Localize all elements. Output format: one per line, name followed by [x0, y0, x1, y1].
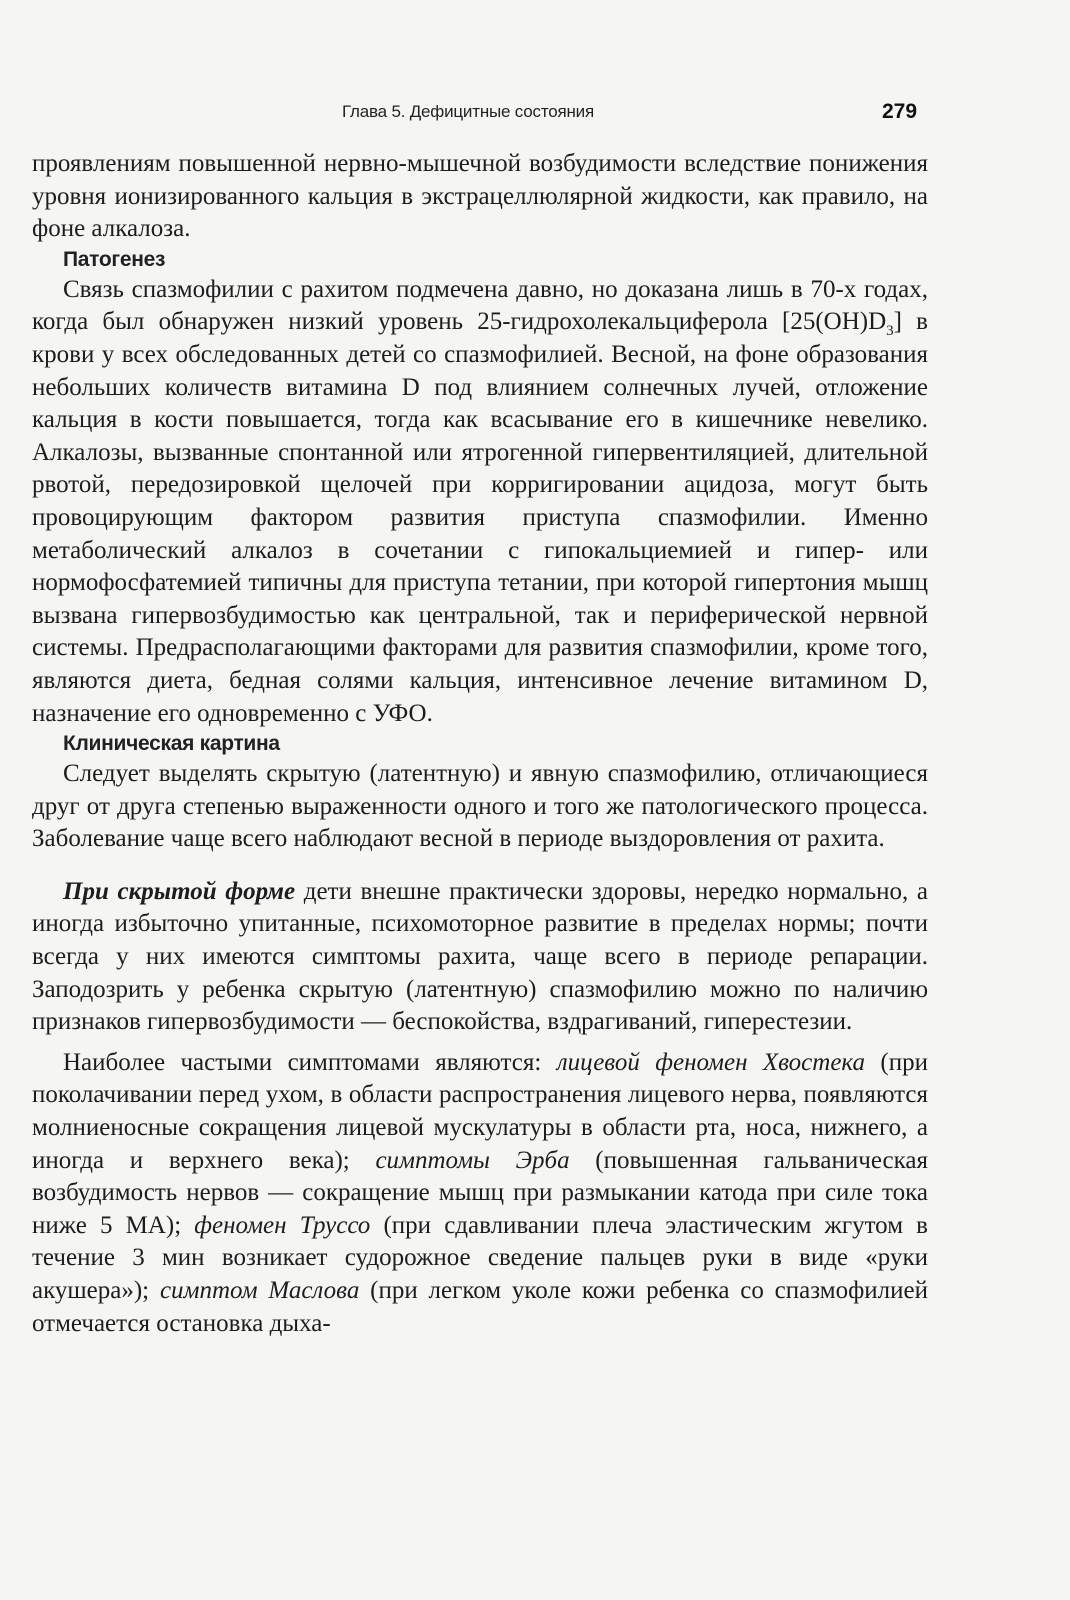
clinical-paragraph-1: Следует выделять скрытую (латентную) и явную спазмофилию, отличающиеся друг от друга степенью выраженности одного и того же патологического процесса. Заболевание чаще всего наблюдают весной в периоде выздоровления от рахита.	[32, 760, 928, 853]
latent-form-term: При скрытой форме	[63, 877, 296, 905]
maslov-term: симптом Маслова	[159, 1277, 360, 1304]
heading-clinical-picture: Клиническая картина	[63, 732, 280, 756]
clinical-paragraph-2	[32, 876, 928, 1039]
chvostek-term: лицевой феномен Хвостека	[556, 1048, 865, 1076]
clinical-paragraph-3	[32, 1047, 928, 1340]
pathogenesis-paragraph	[32, 274, 928, 730]
pathogenesis-text-a: Связь спазмофилии с рахитом подмечена давно, но доказана лишь в 70-х годах, когда был обнаружен низкий уровень 25-гидрохолекальциферола [25(OH)D	[32, 275, 928, 336]
trousseau-description: (при сдавливании плеча эластическим жгутом в течение 3 мин возникает судорожное сведение пальцев руки в виде «руки акушера»);	[32, 1211, 928, 1304]
heading-pathogenesis: Патогенез	[63, 247, 166, 271]
erb-description: (повышенная гальваническая возбудимость нервов — сокращение мышц при размыкании катода при силе тока ниже 5 МА);	[32, 1146, 929, 1239]
erb-term: симптомы Эрба	[375, 1146, 570, 1174]
chapter-title: Глава 5. Дефицитные состояния	[342, 102, 594, 121]
maslov-description: (при легком уколе кожи ребенка со спазмофилией отмечается остановка дыха-	[32, 1277, 928, 1337]
clinical-paragraph-2-text: дети внешне практически здоровы, нередко нормально, а иногда избыточно упитанные, психомоторное развитие в пределах нормы; почти всегда у них имеются симптомы рахита, чаще всего в периоде репарации. Заподозрить у ребенка скрытую (латентную) спазмофилию можно по наличию признаков гипервозбудимости — беспокойства, вздрагиваний, гиперестезии.	[32, 877, 928, 1036]
subscript-3: 3	[886, 323, 894, 340]
chvostek-description: (при поколачивании перед ухом, в области распространения лицевого нерва, появляются молниеносные сокращения лицевой мускулатуры в области рта, носа, нижнего, а иногда и верхнего века);	[32, 1048, 928, 1174]
page-body	[32, 148, 928, 1340]
trousseau-term: феномен Труссо	[194, 1211, 371, 1239]
running-header	[0, 100, 1070, 130]
page-number: 279	[882, 100, 918, 123]
symptoms-intro-text: Наиболее частыми симптомами являются:	[63, 1048, 557, 1076]
intro-paragraph: проявлениям повышенной нервно-мышечной возбудимости вследствие понижения уровня ионизированного кальция в экстрацеллюлярной жидкости, как правило, на фоне алкалоза.	[32, 150, 928, 243]
pathogenesis-text-b: ] в крови у всех обследованных детей со спазмофилией. Весной, на фоне образования небольших количеств витамина D под влиянием солнечных лучей, отложение кальция в кости повышается, тогда как всасывание его в кишечнике невелико. Алкалозы, вызванные спонтанной или ятрогенной гипервентиляцией, длительной рвотой, передозировкой щелочей при корригировании ацидоза, могут быть провоцирующим фактором развития приступа спазмофилии. Именно метаболический алкалоз в сочетании с гипокальциемией и гипер- или нормофосфатемией типичны для приступа тетании, при которой гипертония мышц вызвана гипервозбудимостью как центральной, так и периферической нервной системы. Предрасполагающими факторами для развития спазмофилии, кроме того, являются диета, бедная солями кальция, интенсивное лечение витамином D, назначение его одновременно с УФО.	[32, 308, 928, 727]
